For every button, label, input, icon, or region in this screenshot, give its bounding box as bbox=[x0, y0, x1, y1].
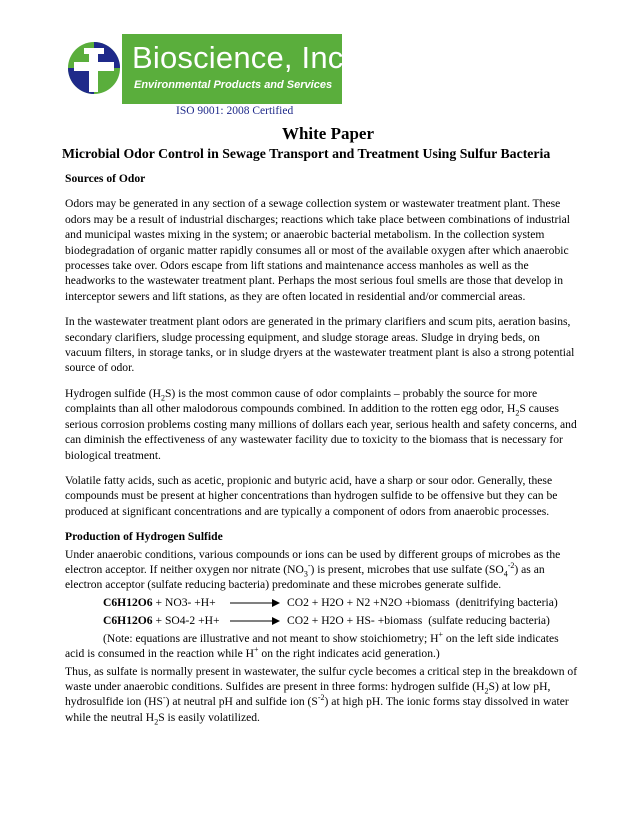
paragraph-volatile-fatty-acids: Volatile fatty acids, such as acetic, propionic and butyric acid, have a sharp or sour odor. Generally, these compounds must be present at higher concentrations than hydrogen sulfide to be offensive but they can be produced at significant concentrations and are typically a component of odors from anaerobic processes. bbox=[65, 473, 558, 518]
equation-1-lhs: C6H12O6 + NO3- +H+ bbox=[103, 595, 216, 609]
equation-note: (Note: equations are illustrative and not meant to show stoichiometry; H+ on the left side indicates acid is consumed in the reaction while H+ on the right indicates acid generation.) bbox=[65, 629, 559, 661]
document-title: Microbial Odor Control in Sewage Transport and Treatment Using Sulfur Bacteria bbox=[62, 146, 551, 161]
equation-1-rhs: CO2 + H2O + N2 +N2O +biomass (denitrifying bacteria) bbox=[287, 595, 558, 609]
paragraph-sources-2: In the wastewater treatment plant odors are generated in the primary clarifiers and scum pits, aeration basins, secondary clarifiers, sludge processing equipment, and sludge storage areas. Sludge in drying beds, on vacuum filters, in storage tanks, or in sludge dryers at the wastewater treatment plant is also a strong potential source of odor. bbox=[65, 315, 575, 375]
company-logo bbox=[66, 34, 353, 104]
section-heading-production: Production of Hydrogen Sulfide bbox=[65, 530, 223, 544]
logo-mark-icon bbox=[66, 38, 122, 98]
company-tagline: Environmental Products and Services bbox=[134, 79, 333, 91]
equation-denitrifying bbox=[65, 595, 579, 613]
equation-2-lhs: C6H12O6 + SO4-2 +H+ bbox=[103, 613, 220, 627]
document-type: White Paper bbox=[281, 124, 375, 143]
logo-banner bbox=[122, 34, 353, 104]
equation-sulfate-reducing bbox=[65, 613, 579, 631]
paragraph-sulfur-cycle: Thus, as sulfate is normally present in wastewater, the sulfur cycle becomes a critical step in the breakdown of waste under anaerobic conditions. Sulfides are present in three forms: hydrogen sulfide $(H_2S)$ at low pH, hydrosulfide ion (HS-) at neutral pH and sulfide ion $(S^{-2})$ at high pH. The ionic forms stay dissolved in water while the neutral $H_2S$ is easily volatilized. bbox=[65, 664, 578, 727]
reaction-arrow-icon bbox=[230, 616, 280, 626]
paragraph-hydrogen-sulfide: Hydrogen sulfide $(H_2S)$ is the most common cause of odor complaints – probably the source for more complaints than all other malodorous compounds combined. In addition to the rotten egg odor, $H_2S$ causes serious corrosion problems costing many millions of dollars each year, serious health and safety concerns, and can diminish the effectiveness of any wastewater facility due to toxicity to the biomass that is necessary for biological treatment. bbox=[65, 386, 577, 462]
section-heading-sources: Sources of Odor bbox=[65, 172, 146, 185]
company-name: Bioscience, Inc. bbox=[132, 40, 353, 75]
reaction-arrow-icon bbox=[230, 598, 280, 608]
paragraph-sources-1: Odors may be generated in any section of a sewage collection system or wastewater treatment plant. These odors may be a result of industrial discharges; reactions which take place between combinations of industrial and municipal wastes mixing in the system; or anaerobic bacterial metabolism. In the collection system biodegradation of organic matter rapidly consumes all or most of the available oxygen after which anaerobic processes take over. Odors escape from lift stations and maintenance access manholes as well as the headworks to the wastewater treatment plant. Perhaps the most serious foul smells are those that develop in interceptor sewers and lift stations, as they are often located in residential and/or commercial areas. bbox=[65, 197, 570, 303]
certification-text: ISO 9001: 2008 Certified bbox=[176, 105, 294, 117]
document-body bbox=[65, 171, 579, 735]
paragraph-production-1: Under anaerobic conditions, various compounds or ions can be used by different groups of microbes as the electron acceptor. If neither oxygen nor nitrate $(NO_3^-)$ is present, microbes that use sulfate $(SO_4^{-2})$ as an electron acceptor (sulfate reducing bacteria) predominate and these microbes generate sulfide. bbox=[65, 547, 561, 592]
equation-2-rhs: CO2 + H2O + HS- +biomass (sulfate reducing bacteria) bbox=[287, 613, 550, 627]
